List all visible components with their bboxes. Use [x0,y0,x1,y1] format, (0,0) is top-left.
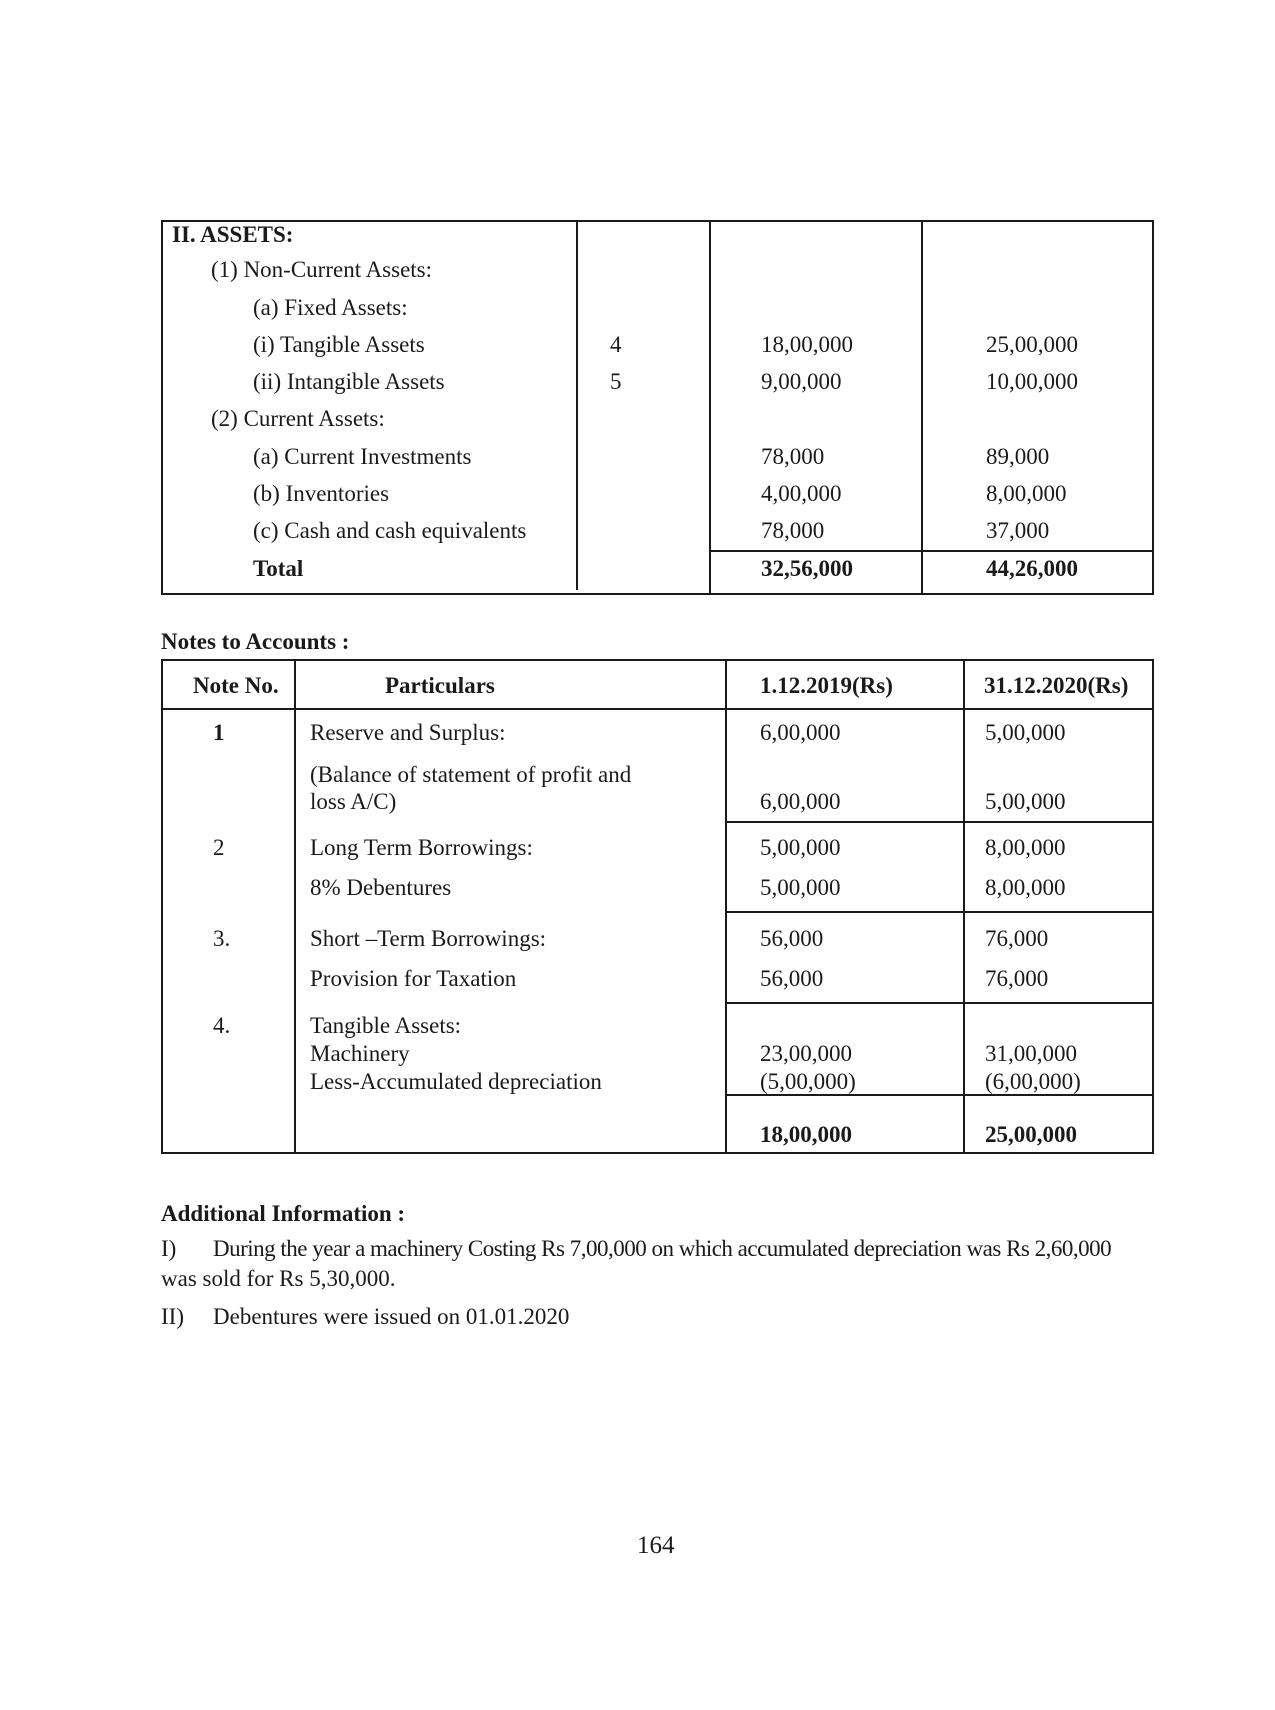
cash-equivalents-label: (c) Cash and cash equivalents [253,518,527,543]
note3-2020: 76,000 [985,926,1049,951]
note3-rule [725,1002,1154,1004]
note4-machinery-label: Machinery [310,1041,410,1066]
notes-divider-1 [294,659,296,1154]
non-current-assets-label: (1) Non-Current Assets: [211,257,433,282]
notes-left-border [161,659,163,1154]
info-item-2-text: Debentures were issued on 01.01.2020 [213,1304,570,1329]
note4-depreciation-2019: (5,00,000) [760,1069,856,1094]
note3-2019: 56,000 [760,926,824,951]
note3-desc-2020: 76,000 [985,966,1049,991]
note1-desc-line2: loss A/C) [310,789,397,814]
inventories-label: (b) Inventories [253,481,390,506]
note3-desc-2019: 56,000 [760,966,824,991]
note3-title: Short –Term Borrowings: [310,926,547,951]
note4-total-2019: 18,00,000 [760,1122,852,1147]
note1-rule [725,821,1154,823]
cash-equivalents-2019: 78,000 [761,518,825,543]
note3-number: 3. [213,926,231,951]
notes-title: Notes to Accounts : [161,629,350,654]
notes-bottom-border [161,1152,1154,1154]
notes-top-border [161,659,1154,661]
assets-total-rule [709,550,1154,552]
note1-2019: 6,00,000 [760,720,841,745]
note2-2019: 5,00,000 [760,835,841,860]
note4-depreciation-label: Less-Accumulated depreciation [310,1069,602,1094]
inventories-2019: 4,00,000 [761,481,842,506]
additional-info-title: Additional Information : [161,1201,406,1226]
note4-number: 4. [213,1013,231,1038]
note4-machinery-2020: 31,00,000 [985,1041,1077,1066]
note1-2020: 5,00,000 [985,720,1066,745]
info-item-1-line1: During the year a machinery Costing Rs 7,00,000 on which accumulated depreciation was Rs 2,60,000 [213,1236,1112,1261]
total-2020: 44,26,000 [986,556,1078,581]
fixed-assets-label: (a) Fixed Assets: [253,295,408,320]
intangible-assets-2020: 10,00,000 [986,369,1078,394]
note4-machinery-2019: 23,00,000 [760,1041,852,1066]
assets-right-border [1152,220,1154,595]
current-assets-label: (2) Current Assets: [211,406,385,431]
info-item-1-line2: was sold for Rs 5,30,000. [161,1266,396,1291]
note2-2020: 8,00,000 [985,835,1066,860]
assets-divider-2 [709,220,711,595]
tangible-assets-label: (i) Tangible Assets [253,332,425,357]
notes-right-border [1152,659,1154,1154]
note4-depreciation-2020: (6,00,000) [985,1069,1081,1094]
note1-desc-line1: (Balance of statement of profit and [310,762,632,787]
note2-desc: 8% Debentures [310,875,452,900]
note2-number: 2 [213,835,225,860]
note1-title: Reserve and Surplus: [310,720,506,745]
notes-divider-2 [725,659,727,1154]
total-label: Total [253,556,304,581]
tangible-assets-2020: 25,00,000 [986,332,1078,357]
notes-divider-3 [963,659,965,1154]
cash-equivalents-2020: 37,000 [986,518,1050,543]
intangible-assets-2019: 9,00,000 [761,369,842,394]
assets-bottom-border [161,593,1154,595]
tangible-assets-2019: 18,00,000 [761,332,853,357]
note1-number: 1 [213,720,225,745]
note2-desc-2020: 8,00,000 [985,875,1066,900]
intangible-assets-note: 5 [610,369,622,394]
assets-heading: II. ASSETS: [172,222,294,247]
note2-title: Long Term Borrowings: [310,835,533,860]
current-investments-2019: 78,000 [761,444,825,469]
total-2019: 32,56,000 [761,556,853,581]
assets-left-border [161,220,163,595]
note4-total-2020: 25,00,000 [985,1122,1077,1147]
assets-divider-1 [576,220,578,590]
note2-rule [725,911,1154,913]
assets-divider-3 [921,220,923,595]
notes-header-rule [161,708,1154,710]
note2-desc-2019: 5,00,000 [760,875,841,900]
note1-desc-2020: 5,00,000 [985,789,1066,814]
current-investments-2020: 89,000 [986,444,1050,469]
inventories-2020: 8,00,000 [986,481,1067,506]
header-2019: 1.12.2019(Rs) [760,673,893,698]
header-2020: 31.12.2020(Rs) [984,673,1129,698]
page-number: 164 [637,1532,675,1559]
info-item-2-label: II) [161,1304,184,1329]
assets-top-border [161,220,1154,222]
note1-desc-2019: 6,00,000 [760,789,841,814]
tangible-assets-note: 4 [610,332,622,357]
intangible-assets-label: (ii) Intangible Assets [253,369,445,394]
current-investments-label: (a) Current Investments [253,444,472,469]
note3-desc: Provision for Taxation [310,966,517,991]
header-particulars: Particulars [385,673,495,698]
info-item-1-label: I) [161,1236,177,1261]
note4-title: Tangible Assets: [310,1013,462,1038]
header-note-no: Note No. [193,673,279,698]
